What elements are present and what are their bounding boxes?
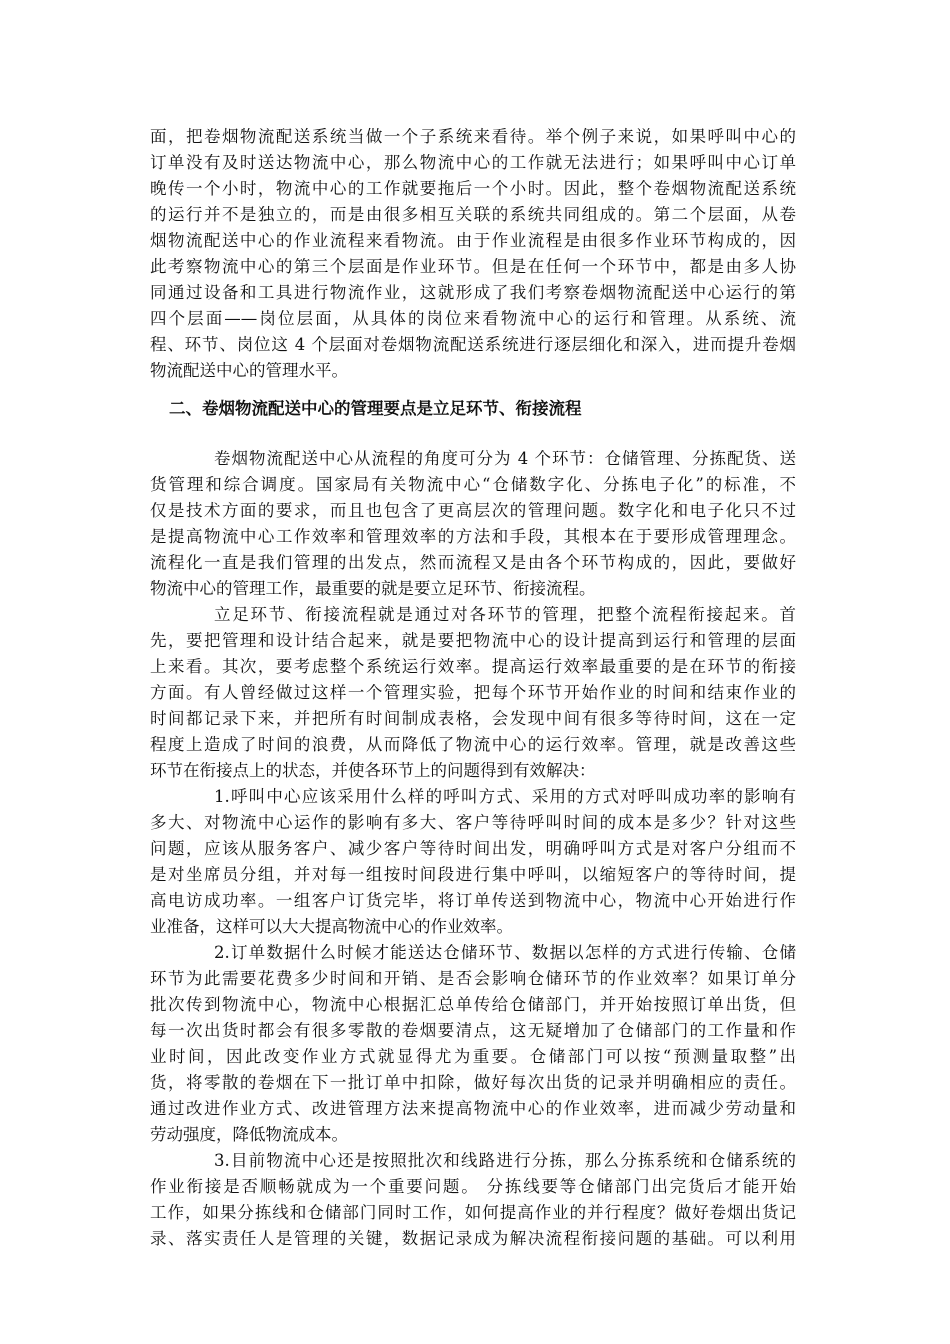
section-heading: 二、卷烟物流配送中心的管理要点是立足环节、衔接流程 (169, 399, 582, 418)
text-line: 流程化一直是我们管理的出发点，然而流程又是由各个环节构成的，因此，要做好 (150, 553, 796, 572)
text-line: 方面。有人曾经做过这样一个管理实验，把每个环节开始作业的时间和结束作业的 (150, 683, 796, 702)
text-line: 3.目前物流中心还是按照批次和线路进行分拣，那么分拣系统和仓储系统的 (214, 1151, 796, 1170)
text-line: 订单没有及时送达物流中心，那么物流中心的工作就无法进行；如果呼叫中心订单 (150, 153, 796, 172)
text-line: 货，将零散的卷烟在下一批订单中扣除，做好每次出货的记录并明确相应的责任。 (150, 1073, 796, 1092)
text-line: 程、环节、岗位这 4 个层面对卷烟物流配送系统进行逐层细化和深入，进而提升卷烟 (150, 335, 796, 354)
text-line: 立足环节、衔接流程就是通过对各环节的管理，把整个流程衔接起来。首 (214, 605, 796, 624)
text-line: 四个层面——岗位层面，从具体的岗位来看物流中心的运行和管理。从系统、流 (150, 309, 796, 328)
text-line: 业准备，这样可以大大提高物流中心的作业效率。 (150, 917, 513, 936)
text-line: 的运行并不是独立的，而是由很多相互关联的系统共同组成的。第二个层面，从卷 (150, 205, 796, 224)
text-line: 1.呼叫中心应该采用什么样的呼叫方式、采用的方式对呼叫成功率的影响有 (214, 787, 796, 806)
text-line: 晚传一个小时，物流中心的工作就要拖后一个小时。因此，整个卷烟物流配送系统 (150, 179, 796, 198)
text-line: 环节在衔接点上的状态，并使各环节上的问题得到有效解决： (150, 761, 596, 780)
text-line: 问题，应该从服务客户、减少客户等待时间出发，明确呼叫方式是对客户分组而不 (150, 839, 796, 858)
text-line: 物流中心的管理工作，最重要的就是要立足环节、衔接流程。 (150, 579, 596, 598)
text-line: 业时间，因此改变作业方式就显得尤为重要。仓储部门可以按“预测量取整”出 (150, 1047, 796, 1066)
text-line: 环节为此需要花费多少时间和开销、是否会影响仓储环节的作业效率？如果订单分 (150, 969, 796, 988)
text-line: 上来看。其次，要考虑整个系统运行效率。提高运行效率最重要的是在环节的衔接 (150, 657, 796, 676)
text-line: 通过改进作业方式、改进管理方法来提高物流中心的作业效率，进而减少劳动量和 (150, 1099, 796, 1118)
text-line: 仅是技术方面的要求，而且也包含了更高层次的管理问题。数字化和电子化只不过 (150, 501, 796, 520)
text-line: 工作，如果分拣线和仓储部门同时工作，如何提高作业的并行程度？做好卷烟出货记 (150, 1203, 796, 1222)
text-line: 同通过设备和工具进行物流作业，这就形成了我们考察卷烟物流配送中心运行的第 (150, 283, 796, 302)
text-line: 货管理和综合调度。国家局有关物流中心“仓储数字化、分拣电子化”的标准，不 (150, 475, 796, 494)
text-line: 先，要把管理和设计结合起来，就是要把物流中心的设计提高到运行和管理的层面 (150, 631, 796, 650)
text-line: 面，把卷烟物流配送系统当做一个子系统来看待。举个例子来说，如果呼叫中心的 (150, 127, 796, 146)
text-line: 卷烟物流配送中心从流程的角度可分为 4 个环节：仓储管理、分拣配货、送 (214, 449, 796, 468)
text-line: 录、落实责任人是管理的关键，数据记录成为解决流程衔接问题的基础。可以利用 (150, 1229, 796, 1248)
text-line: 是提高物流中心工作效率和管理效率的方法和手段，其根本在于要形成管理理念。 (150, 527, 796, 546)
text-line: 物流配送中心的管理水平。 (150, 361, 348, 380)
text-line: 作业衔接是否顺畅就成为一个重要问题。 分拣线要等仓储部门出完货后才能开始 (150, 1177, 796, 1196)
text-line: 每一次出货时都会有很多零散的卷烟要清点，这无疑增加了仓储部门的工作量和作 (150, 1021, 796, 1040)
text-line: 是对坐席员分组，并对每一组按时间段进行集中呼叫，以缩短客户的等待时间，提 (150, 865, 796, 884)
text-line: 2.订单数据什么时候才能送达仓储环节、数据以怎样的方式进行传输、仓储 (214, 943, 796, 962)
text-line: 烟物流配送中心的作业流程来看物流。由于作业流程是由很多作业环节构成的，因 (150, 231, 796, 250)
text-line: 多大、对物流中心运作的影响有多大、客户等待呼叫时间的成本是多少？针对这些 (150, 813, 796, 832)
text-line: 高电访成功率。一组客户订货完毕，将订单传送到物流中心，物流中心开始进行作 (150, 891, 796, 910)
text-line: 劳动强度，降低物流成本。 (150, 1125, 348, 1144)
text-line: 时间都记录下来，并把所有时间制成表格，会发现中间有很多等待时间，这在一定 (150, 709, 796, 728)
text-line: 程度上造成了时间的浪费，从而降低了物流中心的运行效率。管理，就是改善这些 (150, 735, 796, 754)
text-line: 此考察物流中心的第三个层面是作业环节。但是在任何一个环节中，都是由多人协 (150, 257, 796, 276)
text-line: 批次传到物流中心，物流中心根据汇总单传给仓储部门，并开始按照订单出货，但 (150, 995, 796, 1014)
